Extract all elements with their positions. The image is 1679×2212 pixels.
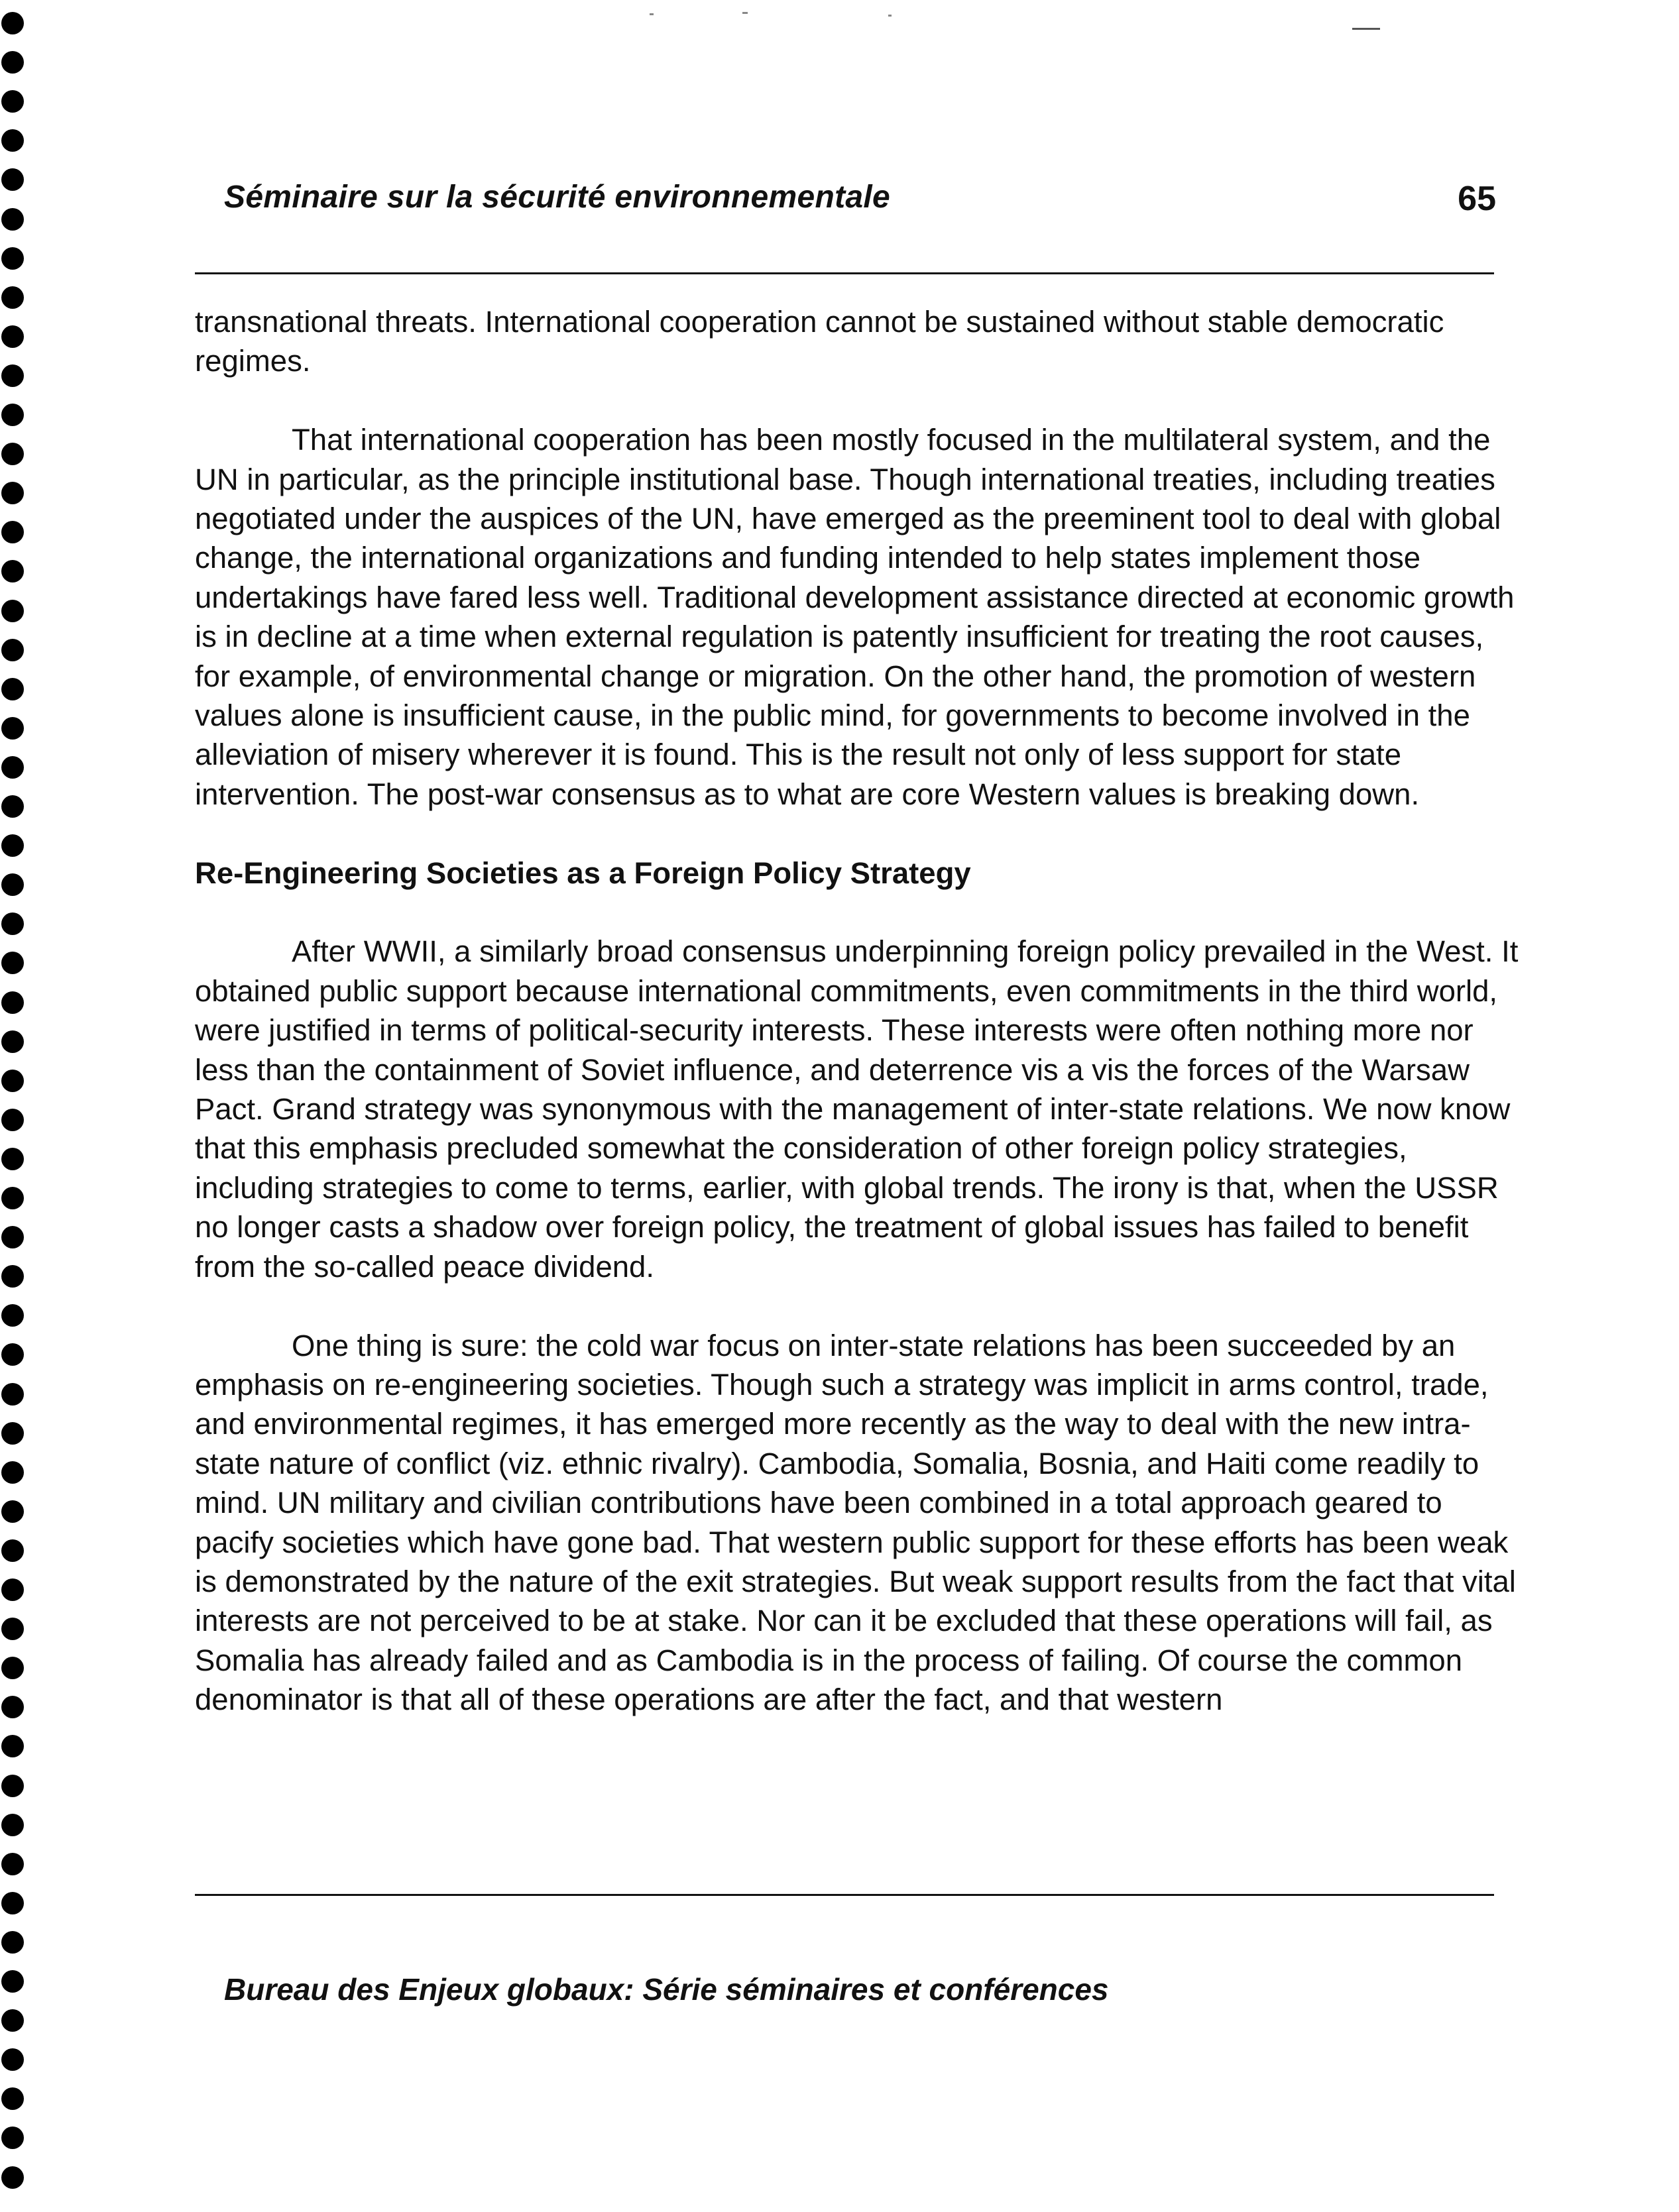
body-text <box>195 302 1521 1720</box>
binding-hole <box>1 364 24 387</box>
binding-hole <box>1 2009 24 2032</box>
binding-hole <box>1 756 24 779</box>
binding-hole <box>1 1657 24 1679</box>
footer-rule <box>195 1894 1494 1896</box>
binding-hole <box>1 560 24 582</box>
binding-hole <box>1 600 24 622</box>
binding-hole <box>1 129 24 152</box>
binding-hole <box>1 2048 24 2071</box>
binding-hole <box>1 90 24 113</box>
paragraph: That international cooperation has been mostly focused in the multilateral system, and the UN in particular, as the principle institutional base. Though international treaties, including treaties negotiated under the auspices of the UN, have emerged as the preeminent tool to deal with global change, the international organizations and funding intended to help states implement those undertakings have fared less well. Traditional development assistance directed at economic growth is in decline at a time when external regulation is patently insufficient for treating the root causes, for example, of environmental change or migration. On the other hand, the promotion of western values alone is insufficient cause, in the public mind, for governments to become involved in the alleviation of misery wherever it is found. This is the result not only of less support for state intervention. The post-war consensus as to what are core Western values is breaking down. <box>195 423 1515 811</box>
scan-speck <box>650 13 654 15</box>
footer-series-title: Bureau des Enjeux globaux: Série séminaires et conférences <box>224 1972 1109 2007</box>
binding-hole <box>1 717 24 740</box>
binding-hole <box>1 1461 24 1484</box>
binding-hole <box>1 1931 24 1954</box>
binding-hole <box>1 325 24 348</box>
binding-hole <box>1 208 24 231</box>
binding-hole <box>1 1618 24 1640</box>
binding-hole <box>1 1187 24 1209</box>
binding-hole <box>1 1148 24 1170</box>
paragraph-continued: transnational threats. International cooperation cannot be sustained without stable democratic regimes. <box>195 305 1444 378</box>
binding-hole <box>1 1265 24 1288</box>
binding-hole <box>1 1422 24 1445</box>
binding-hole <box>1 51 24 74</box>
binding-hole <box>1 1539 24 1562</box>
scan-speck <box>1352 28 1380 30</box>
binding-hole <box>1 1696 24 1718</box>
binding-hole <box>1 1814 24 1836</box>
binding-hole <box>1 1970 24 1993</box>
binding-hole <box>1 12 24 34</box>
binding-hole <box>1 1070 24 1092</box>
scan-speck <box>742 12 748 14</box>
binding-hole <box>1 952 24 974</box>
page-number: 65 <box>1458 180 1496 218</box>
binding-hole <box>1 991 24 1014</box>
binding-hole <box>1 1226 24 1248</box>
binding-holes <box>0 0 27 2212</box>
binding-hole <box>1 1735 24 1757</box>
paragraph: One thing is sure: the cold war focus on inter-state relations has been succeeded by an emphasis on re-engineering societies. Though such a strategy was implicit in arms control, trade, and environmental regimes, it has emerged more recently as the way to deal with the new intra-state nature of conflict (viz. ethnic rivalry). Cambodia, Somalia, Bosnia, and Haiti come readily to mind. UN military and civilian contributions have been combined in a total approach geared to pacify societies which have gone bad. That western public support for these efforts has been weak is demonstrated by the nature of the exit strategies. But weak support results from the fact that vital interests are not perceived to be at stake. Nor can it be excluded that these operations will fail, as Somalia has already failed and as Cambodia is in the process of failing. Of course the common denominator is that all of these operations are after the fact, and that western <box>195 1328 1516 1717</box>
paragraph: After WWII, a similarly broad consensus underpinning foreign policy prevailed in the West. It obtained public support because international commitments, even commitments in the third world, were justified in terms of political-security interests. These interests were often nothing more nor less than the containment of Soviet influence, and deterrence vis a vis the forces of the Warsaw Pact. Grand strategy was synonymous with the management of inter-state relations. We now know that this emphasis precluded somewhat the consideration of other foreign policy strategies, including strategies to come to terms, earlier, with global trends. The irony is that, when the USSR no longer casts a shadow over foreign policy, the treatment of global issues has failed to benefit from the so-called peace dividend. <box>195 934 1519 1284</box>
binding-hole <box>1 1578 24 1601</box>
binding-hole <box>1 2166 24 2189</box>
binding-hole <box>1 168 24 191</box>
binding-hole <box>1 1109 24 1131</box>
binding-hole <box>1 795 24 818</box>
binding-hole <box>1 834 24 857</box>
binding-hole <box>1 521 24 543</box>
header-rule <box>195 272 1494 274</box>
binding-hole <box>1 1304 24 1327</box>
section-heading: Re-Engineering Societies as a Foreign Policy Strategy <box>195 856 971 890</box>
binding-hole <box>1 2087 24 2110</box>
binding-hole <box>1 247 24 270</box>
binding-hole <box>1 873 24 896</box>
binding-hole <box>1 1383 24 1406</box>
binding-hole <box>1 912 24 935</box>
binding-hole <box>1 2127 24 2149</box>
binding-hole <box>1 1775 24 1797</box>
binding-hole <box>1 404 24 426</box>
scan-speck <box>888 15 892 17</box>
binding-hole <box>1 286 24 309</box>
binding-hole <box>1 1343 24 1366</box>
binding-hole <box>1 1500 24 1523</box>
binding-hole <box>1 1853 24 1875</box>
running-header-title: Séminaire sur la sécurité environnementale <box>224 180 891 215</box>
binding-hole <box>1 482 24 504</box>
binding-hole <box>1 639 24 661</box>
binding-hole <box>1 443 24 465</box>
binding-hole <box>1 678 24 700</box>
binding-hole <box>1 1030 24 1053</box>
binding-hole <box>1 1892 24 1914</box>
